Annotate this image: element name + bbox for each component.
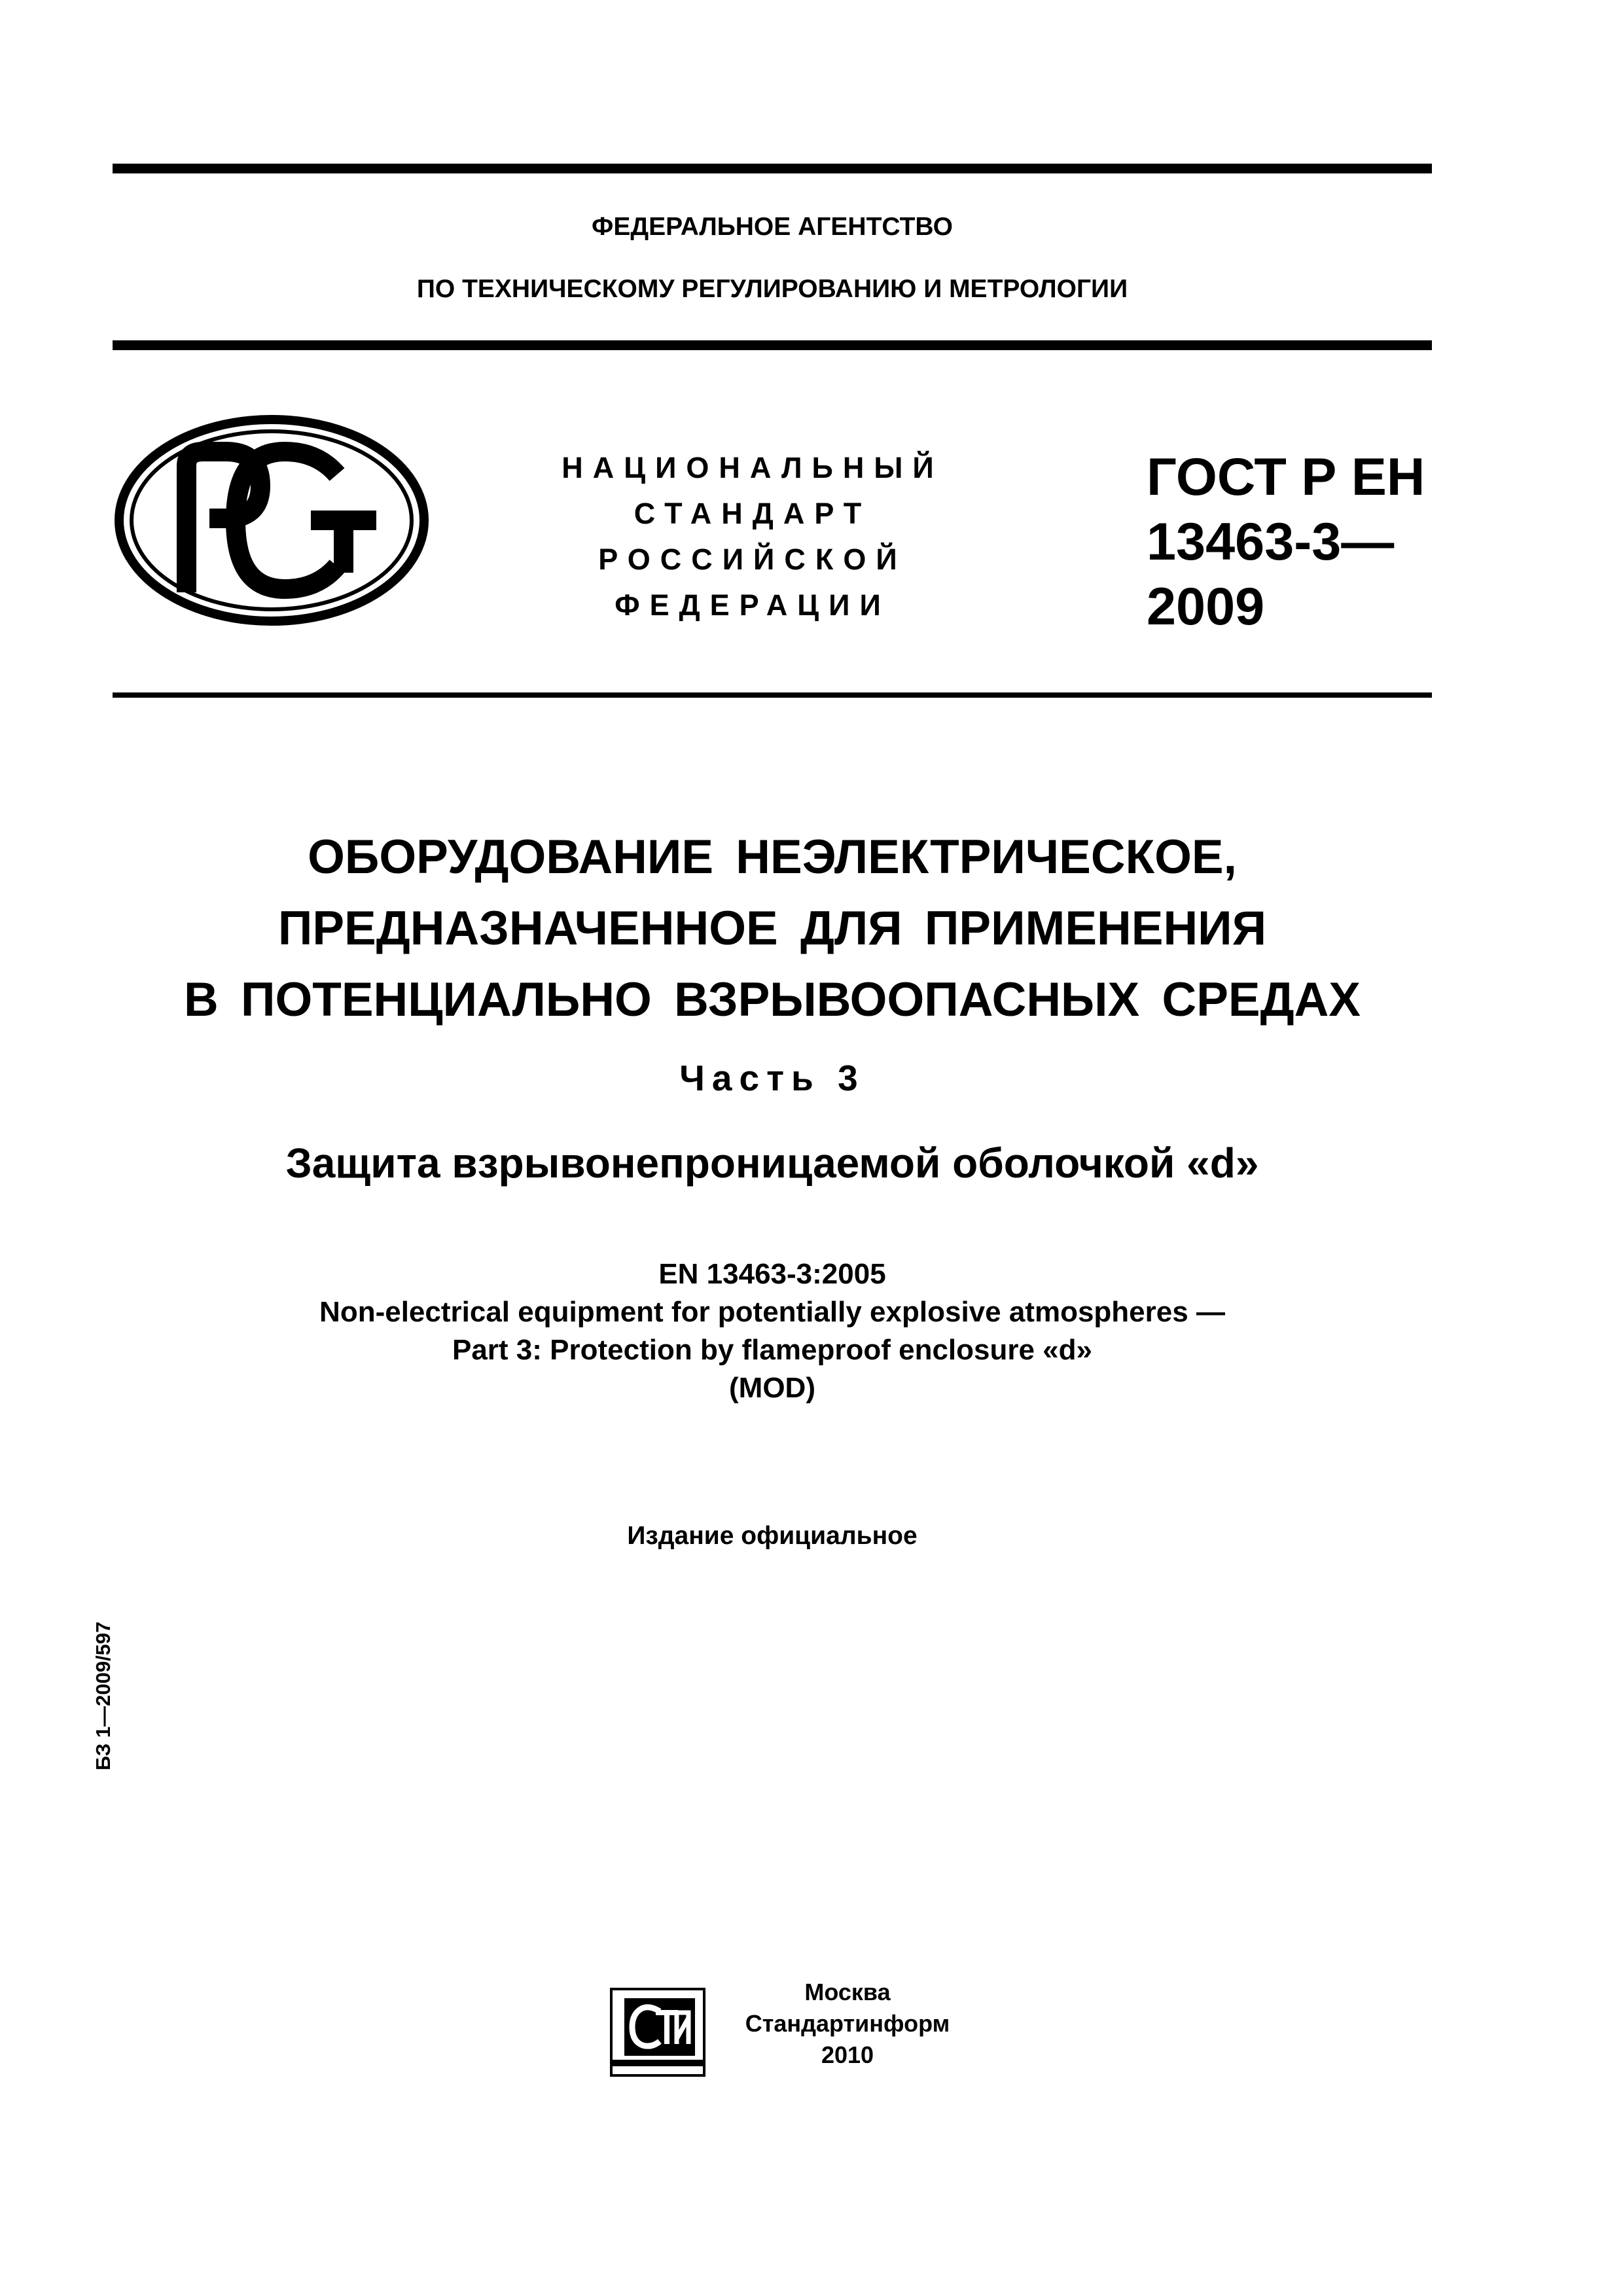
agency-name-line-1: ФЕДЕРАЛЬНОЕ АГЕНТСТВО	[592, 213, 953, 241]
en-reference-line: Non-electrical equipment for potentially explosive atmospheres —	[319, 1296, 1225, 1328]
national-standard-line: СТАНДАРТ	[633, 497, 872, 530]
side-code-text: БЗ 1—2009/597	[92, 1621, 115, 1770]
publisher-imprint	[720, 1977, 975, 2071]
title-line: ПРЕДНАЗНАЧЕННОЕ ДЛЯ ПРИМЕНЕНИЯ	[277, 902, 1267, 955]
title-line: ОБОРУДОВАНИЕ НЕЭЛЕКТРИЧЕСКОЕ,	[308, 831, 1237, 884]
rst-certification-logo-icon	[111, 412, 432, 628]
national-standard-line: РОССИЙСКОЙ	[598, 543, 907, 576]
designation-line: 2009	[1147, 577, 1265, 636]
publisher-name: Стандартинформ	[745, 2010, 950, 2037]
agency-name-line-2: ПО ТЕХНИЧЕСКОМУ РЕГУЛИРОВАНИЮ И МЕТРОЛОГИИ	[416, 275, 1128, 303]
part-subtitle: Защита взрывонепроницаемой оболочкой «d»	[285, 1139, 1259, 1187]
title-line: В ПОТЕНЦИАЛЬНО ВЗРЫВООПАСНЫХ СРЕДАХ	[184, 973, 1361, 1026]
section-rule	[113, 692, 1432, 698]
en-reference-line: (MOD)	[729, 1372, 815, 1404]
main-title	[113, 821, 1432, 1035]
standartinform-logo-icon	[609, 1986, 707, 2078]
designation-line: 13463-3—	[1147, 512, 1395, 571]
national-standard-label	[524, 445, 982, 628]
header-rule	[113, 340, 1432, 350]
en-reference	[113, 1255, 1432, 1407]
part-label: Часть 3	[679, 1058, 865, 1098]
top-rule	[113, 164, 1432, 173]
standard-designation	[1147, 445, 1432, 639]
publisher-city: Москва	[804, 1979, 891, 2005]
en-reference-line: EN 13463-3:2005	[658, 1258, 886, 1290]
designation-line: ГОСТ Р ЕН	[1147, 448, 1425, 507]
national-standard-line: НАЦИОНАЛЬНЫЙ	[562, 451, 944, 484]
publication-year: 2010	[821, 2041, 874, 2068]
edition-label: Издание официальное	[627, 1522, 918, 1550]
national-standard-line: ФЕДЕРАЦИИ	[615, 588, 891, 622]
en-reference-line: Part 3: Protection by flameproof enclosure «d»	[452, 1334, 1092, 1366]
